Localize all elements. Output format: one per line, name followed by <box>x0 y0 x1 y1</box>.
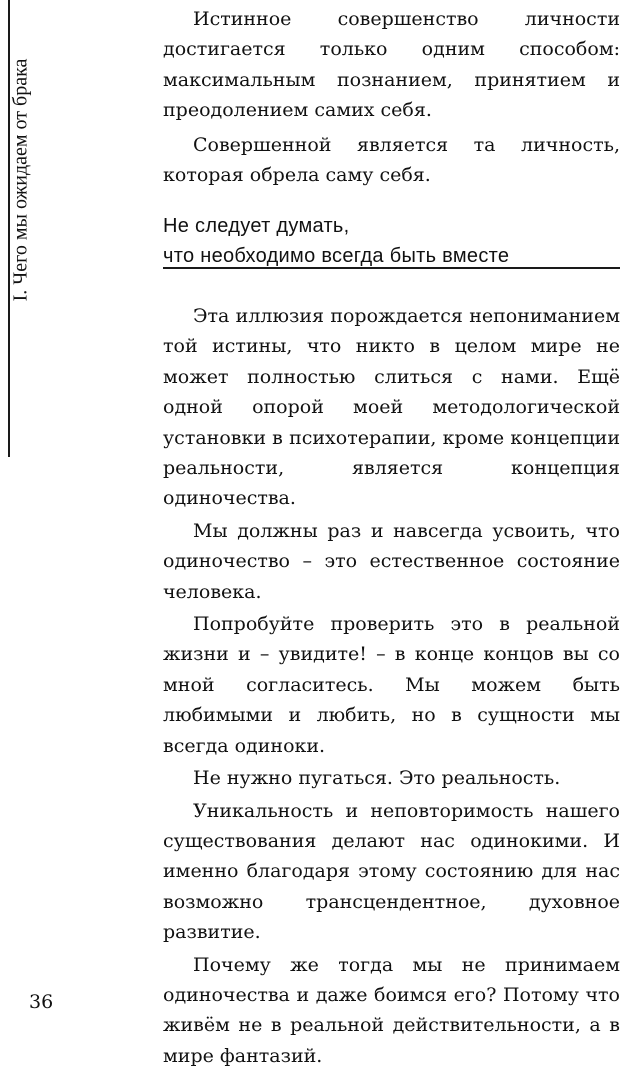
heading-underline <box>163 267 620 269</box>
body-block <box>163 301 620 1071</box>
intro-block <box>163 4 620 190</box>
paragraph: Эта иллюзия порождается непониманием той истины, что никто в целом мире не может полностью слиться с нами. Ещё одной опорой моей методологической установки в психотерапии, кроме концепции реальности, является концепция одиночества. <box>163 305 620 510</box>
paragraph: Попробуйте проверить это в реальной жизни и – увидите! – в конце концов вы со мной согласитесь. Мы можем быть любимыми и любить, но в сущности мы всегда одиноки. <box>163 613 620 757</box>
section-heading <box>163 211 620 271</box>
running-head-text: I. Чего мы ожидаем от брака <box>9 58 32 302</box>
paragraph: Почему же тогда мы не принимаем одиночества и даже боимся его? Потому что живём не в реальной действительности, а в мире фантазий. <box>163 953 620 1067</box>
running-head <box>0 0 42 457</box>
paragraph: Уникальность и неповторимость нашего существования делают нас одинокими. И именно благодаря этому состоянию для нас возможно трансцендентное, духовное развитие. <box>163 799 620 944</box>
section-heading-line: что необходимо всегда быть вместе <box>163 245 510 267</box>
paragraph: Совершенной является та личность, которая обрела саму себя. <box>163 133 620 187</box>
section-heading-line: Не следует думать, <box>163 215 350 237</box>
page-number: 36 <box>29 991 54 1013</box>
paragraph: Мы должны раз и навсегда усвоить, что одиночество – это естественное состояние человека. <box>163 519 620 603</box>
paragraph: Не нужно пугаться. Это реальность. <box>193 767 561 790</box>
paragraph: Истинное совершенство личности достигается только одним способом: максимальным познанием, принятием и преодолением самих себя. <box>163 8 620 122</box>
